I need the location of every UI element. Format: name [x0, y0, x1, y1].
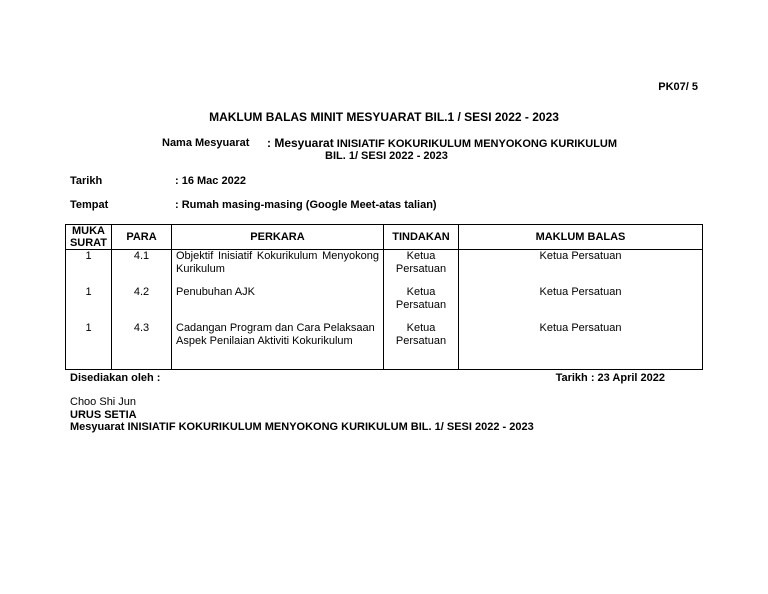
cell-tindakan: Ketua Persatuan	[384, 286, 459, 322]
cell-para: 4.2	[112, 286, 172, 322]
meeting-name-value	[267, 136, 617, 150]
cell-perkara: Cadangan Program dan Cara Pelaksaan Aspek Penilaian Aktiviti Kokurikulum	[172, 322, 384, 370]
secretary-role: URUS SETIA	[70, 409, 137, 421]
cell-muka-surat: 1	[66, 286, 112, 322]
document-code: PK07/ 5	[658, 81, 698, 93]
header-tindakan: TINDAKAN	[384, 225, 459, 250]
meeting-name-line2: BIL. 1/ SESI 2022 - 2023	[325, 150, 448, 162]
cell-maklum-balas: Ketua Persatuan	[459, 322, 703, 370]
table-header-row	[66, 225, 703, 250]
header-muka-surat: MUKA SURAT	[66, 225, 112, 250]
meeting-name-rest: INISIATIF KOKURIKULUM MENYOKONG KURIKULUM	[333, 138, 618, 150]
table-row	[66, 322, 703, 370]
cell-maklum-balas: Ketua Persatuan	[459, 286, 703, 322]
footer-date: Tarikh : 23 April 2022	[555, 372, 665, 384]
place-value: : Rumah masing-masing (Google Meet-atas talian)	[175, 199, 437, 211]
place-label: Tempat	[70, 199, 109, 211]
table-row	[66, 286, 703, 322]
cell-perkara: Penubuhan AJK	[172, 286, 384, 322]
meeting-name-label: Nama Mesyuarat	[162, 137, 250, 149]
table-row	[66, 250, 703, 287]
header-para: PARA	[112, 225, 172, 250]
secretary-meeting-line: Mesyuarat INISIATIF KOKURIKULUM MENYOKONG KURIKULUM BIL. 1/ SESI 2022 - 2023	[70, 421, 534, 433]
date-value: : 16 Mac 2022	[175, 175, 246, 187]
minutes-table	[65, 224, 703, 370]
cell-para: 4.1	[112, 250, 172, 287]
cell-maklum-balas: Ketua Persatuan	[459, 250, 703, 287]
prepared-by-label: Disediakan oleh :	[70, 372, 161, 384]
cell-muka-surat: 1	[66, 250, 112, 287]
cell-para: 4.3	[112, 322, 172, 370]
document-title: MAKLUM BALAS MINIT MESYUARAT BIL.1 / SESI 2022 - 2023	[209, 110, 559, 124]
cell-muka-surat: 1	[66, 322, 112, 370]
cell-tindakan: Ketua Persatuan	[384, 322, 459, 370]
cell-perkara: Objektif Inisiatif Kokurikulum Menyokong Kurikulum	[172, 250, 384, 287]
secretary-name: Choo Shi Jun	[70, 396, 137, 408]
meeting-name-prefix: : Mesyuarat	[267, 136, 334, 150]
header-maklum-balas: MAKLUM BALAS	[459, 225, 703, 250]
cell-tindakan: Ketua Persatuan	[384, 250, 459, 287]
date-label: Tarikh	[70, 175, 103, 187]
header-perkara: PERKARA	[172, 225, 384, 250]
